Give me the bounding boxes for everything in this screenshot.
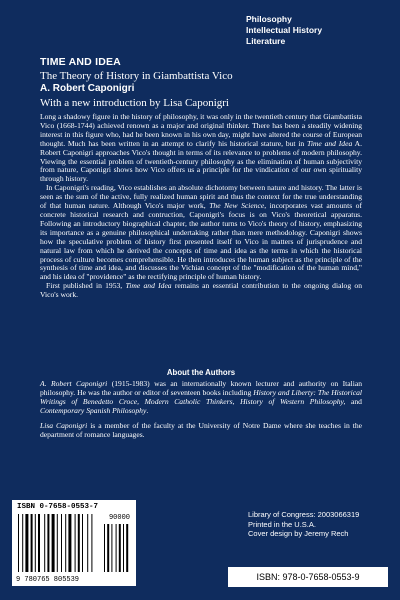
barcode — [12, 500, 136, 586]
barcode-bar — [82, 514, 83, 572]
barcode-bar — [35, 514, 36, 572]
book-subtitle: The Theory of History in Giambattista Vico — [40, 70, 233, 82]
description-paragraph: First published in 1953, Time and Idea remains an essential contribution to the ongoing dialog on Vico's work. — [40, 281, 362, 300]
category-intellectual-history: Intellectual History — [246, 25, 323, 35]
category-list — [246, 14, 386, 47]
barcode-bar — [57, 514, 58, 572]
author-bio: Lisa Caponigri is a member of the faculty at the University of Notre Dame where she teaches in the department of romance languages. — [40, 420, 362, 439]
barcode-addon-bar — [116, 524, 117, 572]
isbn13-label: ISBN: 978-0-7658-0553-9 — [228, 567, 388, 587]
barcode-bar — [78, 514, 80, 572]
barcode-bar — [31, 514, 33, 572]
barcode-bar — [75, 514, 76, 572]
book-author: A. Robert Caponigri — [40, 83, 135, 94]
barcode-bar — [18, 514, 19, 572]
barcode-bar — [44, 514, 45, 572]
about-authors-heading: About the Authors — [166, 368, 236, 377]
book-title: TIME AND IDEA — [40, 56, 121, 68]
barcode-bar — [65, 514, 66, 572]
cover-design: Cover design by Jeremy Rech — [248, 529, 349, 538]
book-description — [40, 113, 362, 300]
description-paragraph: In Caponigri's reading, Vico establishes an absolute dichotomy between nature and history. The latter is seen as the sum of the active, fully realized human spirit and thus the context for the true understanding of that human nature. Although Vico's major work, The New Science, incorporates vast amounts of concrete historical research and contruction, Caponigri's focus is on Vico's theoretical apparatus. Following an introductory biographical chapter, the author turns to Vico's theory of history, emphasizing its importance as a genuine philosophical undertaking rather than mere methodology. Caponigri shows how the speculative problem of history first presented itself to Vico in matters of jurisprudence and natural law from which he derived the concepts of time and idea as the terms in which the historical process of culture becomes comprehensible. He then introduces the human subject as the principle of the synthesis of time and idea, and discusses the Vichian concept of the "modification of the human mind," and his idea of "providence" as the rectifying principle of human history. — [40, 183, 362, 282]
barcode-addon: 90000 — [108, 514, 130, 522]
barcode-bars — [12, 500, 136, 586]
barcode-isbn: ISBN 0-7658-0553-7 — [17, 503, 99, 511]
barcode-bar — [91, 514, 92, 572]
introduction-credit: With a new introduction by Lisa Caponigri — [40, 97, 229, 109]
barcode-addon-bar — [123, 524, 124, 572]
author-bio: A. Robert Caponigri (1915-1983) was an internationally known lecturer and authority on Italian philosophy. He was the author or editor of seventeen books including History and Liberty: The Historical Writings of Benedetto Croce, Modern Catholic Thinkers, History of Western Philosophy, and Contemporary Spanish Philosophy. — [40, 379, 362, 415]
barcode-bar — [52, 514, 55, 572]
barcode-bar — [47, 514, 49, 572]
barcode-bar — [38, 514, 40, 572]
barcode-addon-bar — [107, 524, 109, 572]
barcode-addon-bar — [126, 524, 128, 572]
barcode-addon-bar — [111, 524, 112, 572]
description-paragraph: Long a shadowy figure in the history of philosophy, it was only in the twentieth century that Giambattista Vico (1668-1744) achieved renown as a major and original thinker. There has been a steadily widening interest in this figure who, had he been known in his own day, might have altered the course of European thought. Much has been written in an attempt to clarify his historical stature, but in Time and Idea A. Robert Caponigri approaches Vico's thought in terms of its relevance to problems of modern philosophy. Viewing the essential problem of twentieth-century philosophy as the elimination of human subjectivity from nature, Caponigri shows how Vico offers us a principle for the vindication of our own spirituality through history. — [40, 112, 362, 184]
barcode-addon-bar — [104, 524, 105, 572]
barcode-bar — [61, 514, 62, 572]
barcode-bar — [68, 514, 71, 572]
publication-info — [248, 510, 359, 539]
barcode-bar — [25, 514, 28, 572]
barcode-bar — [87, 514, 88, 572]
barcode-bar — [22, 514, 23, 572]
category-philosophy: Philosophy — [246, 14, 292, 24]
category-literature: Literature — [246, 36, 286, 46]
library-of-congress: Library of Congress: 2003066319 — [248, 510, 360, 519]
barcode-digits: 9 780765 805539 — [16, 576, 80, 584]
printed-in: Printed in the U.S.A. — [248, 519, 316, 529]
barcode-addon-bar — [119, 524, 121, 572]
about-authors — [40, 380, 362, 445]
